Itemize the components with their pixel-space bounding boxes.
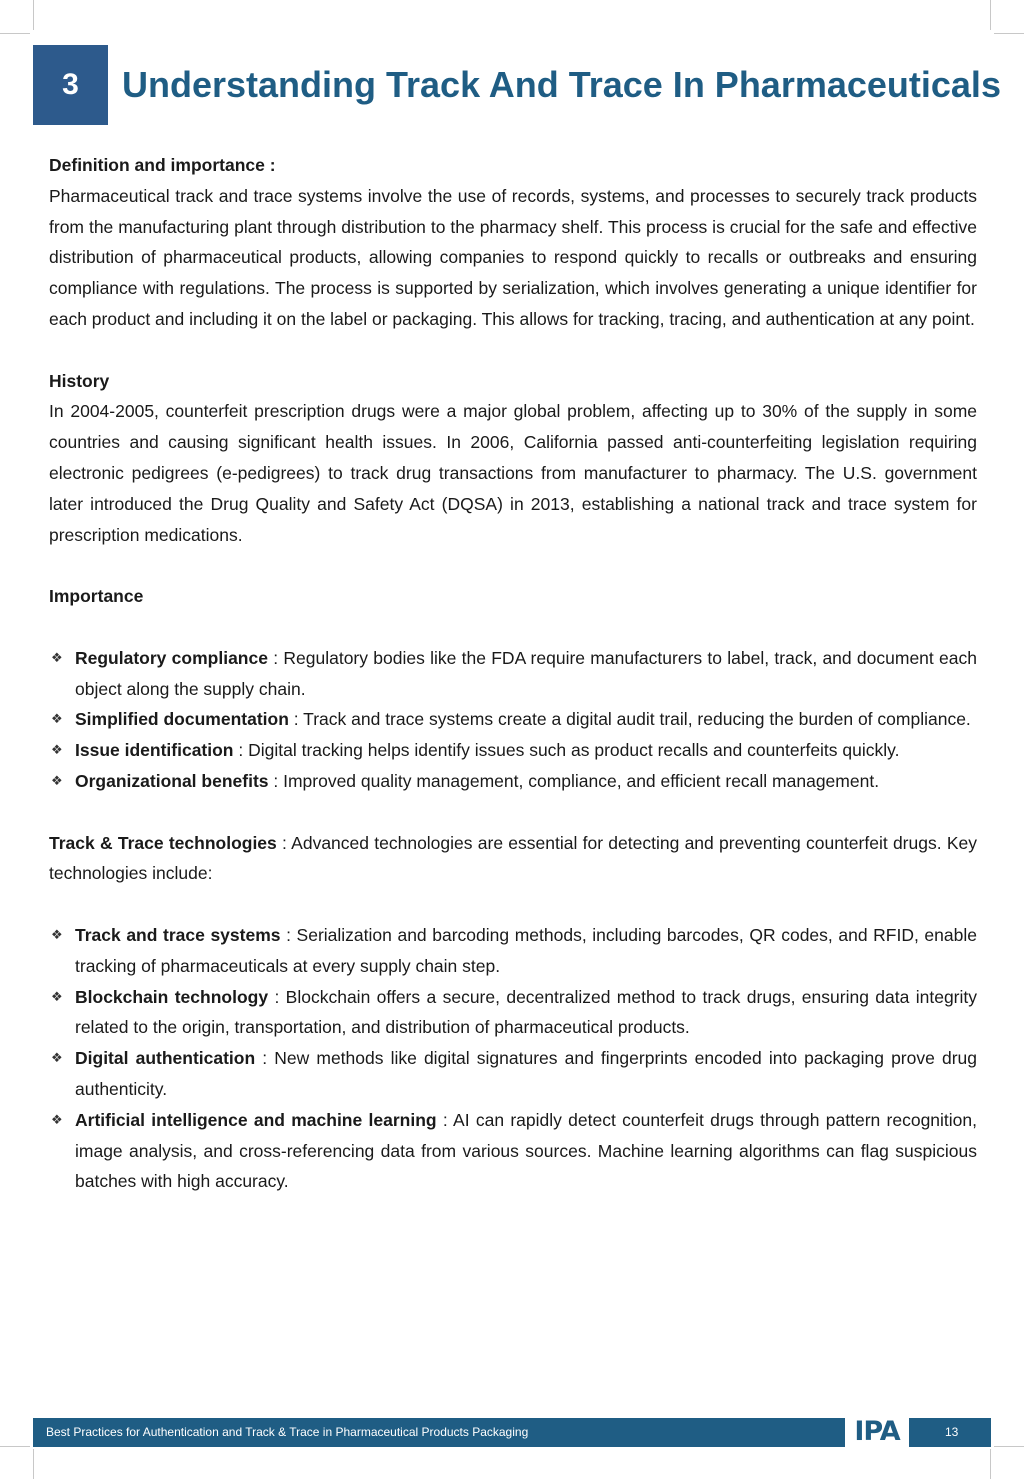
list-item: ❖ Issue identification : Digital tracking helps identify issues such as product recalls and counterfeits quickly. <box>49 735 977 766</box>
technologies-intro: Track & Trace technologies : Advanced technologies are essential for detecting and preventing counterfeit drugs. Key technologies include: <box>49 832 977 884</box>
list-item: ❖ Organizational benefits : Improved quality management, compliance, and efficient recall management. <box>49 766 977 797</box>
list-item: ❖ Regulatory compliance : Regulatory bodies like the FDA require manufacturers to label, track, and document each object along the supply chain. <box>49 643 977 705</box>
list-item: ❖ Digital authentication : New methods like digital signatures and fingerprints encoded into packaging prove drug authenticity. <box>49 1043 977 1105</box>
crop-mark <box>33 1449 34 1479</box>
diamond-bullet-icon: ❖ <box>51 1111 63 1127</box>
chapter-title: Understanding Track And Trace In Pharmaceuticals <box>122 64 1001 105</box>
crop-mark <box>990 0 991 30</box>
diamond-bullet-icon: ❖ <box>51 1050 63 1066</box>
footer-title: Best Practices for Authentication and Track & Trace in Pharmaceutical Products Packaging <box>46 1425 529 1439</box>
page-content <box>49 150 977 1197</box>
crop-mark <box>990 1449 991 1479</box>
chapter-number: 3 <box>33 45 108 125</box>
page-footer <box>33 1415 991 1447</box>
definition-heading: Definition and importance : <box>49 155 276 175</box>
definition-body: Pharmaceutical track and trace systems involve the use of records, systems, and processes to securely track products from the manufacturing plant through distribution to the pharmacy shelf. This process is crucial for the safe and effective distribution of pharmaceutical products, allowing companies to respond quickly to recalls or outbreaks and ensuring compliance with regulations. The process is supported by serialization, which involves generating a unique identifier for each product and including it on the label or packaging. This allows for tracking, tracing, and authentication at any point. <box>49 185 977 329</box>
list-item: ❖ Track and trace systems : Serialization and barcoding methods, including barcodes, QR codes, and RFID, enable tracking of pharmaceuticals at every supply chain step. <box>49 920 977 982</box>
importance-heading: Importance <box>49 586 144 607</box>
diamond-bullet-icon: ❖ <box>51 988 63 1004</box>
crop-mark <box>0 33 30 34</box>
history-heading: History <box>49 370 110 391</box>
diamond-bullet-icon: ❖ <box>51 926 63 942</box>
diamond-bullet-icon: ❖ <box>51 742 63 758</box>
chapter-header <box>33 45 1001 125</box>
page-number: 13 <box>945 1425 959 1439</box>
crop-mark <box>994 33 1024 34</box>
diamond-bullet-icon: ❖ <box>51 649 63 665</box>
diamond-bullet-icon: ❖ <box>51 711 63 727</box>
history-body: In 2004-2005, counterfeit prescription drugs were a major global problem, affecting up to 30% of the supply in some countries and causing significant health issues. In 2006, California passed anti-counterfeiting legislation requiring electronic pedigrees (e-pedigrees) to track drug transactions from manufacturer to pharmacy. The U.S. government later introduced the Drug Quality and Safety Act (DQSA) in 2013, establishing a national track and trace system for prescription medications. <box>49 401 977 545</box>
list-item: ❖ Simplified documentation : Track and trace systems create a digital audit trail, reducing the burden of compliance. <box>49 704 977 735</box>
technologies-list <box>49 920 977 1197</box>
crop-mark <box>33 0 34 30</box>
crop-mark <box>0 1446 30 1447</box>
list-item: ❖ Blockchain technology : Blockchain offers a secure, decentralized method to track drugs, ensuring data integrity related to the origin, transportation, and distribution of pharmaceutical products. <box>49 982 977 1044</box>
diamond-bullet-icon: ❖ <box>51 772 63 788</box>
ipa-logo: IPA <box>845 1414 909 1448</box>
technologies-heading: Track & Trace technologies <box>49 832 277 853</box>
importance-list <box>49 643 977 797</box>
list-item: ❖ Artificial intelligence and machine learning : AI can rapidly detect counterfeit drugs through pattern recognition, image analysis, and cross-referencing data from various sources. Machine learning algorithms can flag suspicious batches with high accuracy. <box>49 1105 977 1197</box>
crop-mark <box>994 1446 1024 1447</box>
